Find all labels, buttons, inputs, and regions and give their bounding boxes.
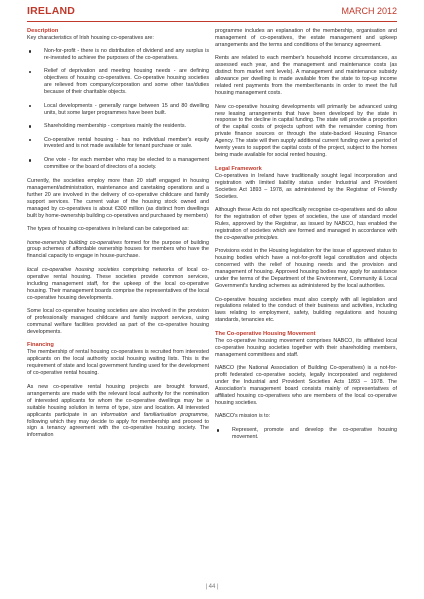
term-cooperative-principles: co-operative principles.: [223, 234, 279, 241]
paragraph-childcare: Some local co-operative housing societies are also involved in the provision of professionally managed childcare and family support services, using communal welfare facilities provided as part of the co-operative housing developments.: [27, 308, 209, 335]
paragraph-provisions: Provisions exist in the Housing legislation for the issue of approved status to housing bodies which have a not-for-profit legal constitution and objects concerned with the relief of housing needs and the provision and management of housing. Approved housing bodies may apply for assistance under the terms of the Department of the Environment, Community & Local Government's funding schemes as administered by the local authorities.: [215, 248, 397, 290]
page-number: | 44 |: [205, 584, 219, 590]
country-title: IRELAND: [27, 5, 76, 17]
list-item: Non-for-profit - there is no distribution of dividend and any surplus is re-invested to achieve the purposes of the co-operatives.: [27, 48, 209, 62]
term-home-ownership: home-ownership building co-operatives: [27, 239, 122, 246]
paragraph-nabco: NABCO (the National Association of Building Co-operatives) is a not-for-profit federated co-operative society, legally incorporated and registered under the Industrial and Provident Societies Acts 1893 – 1978. The Association's management board consists mainly of representatives of affiliated housing co-operatives who are members of the local co-operative housing societies.: [215, 365, 397, 406]
paragraph-acts: Although these Acts do not specifically recognise co-operatives and do allow for the registration of other types of societies, the use of standard model Rules, approved by the Registrar, as issued by NABCO, has enabled the registration of societies which are formed and managed in accordance with the co-operative principles.: [215, 207, 397, 241]
list-item: Represent, promote and develop the co-operative housing movement.: [215, 427, 397, 441]
list-item: Local developments - generally range between 15 and 80 dwelling units, but some larger programmes have been built.: [27, 103, 209, 117]
financing-heading: Financing: [27, 342, 54, 349]
list-item: Shareholding membership - comprises mainly the residents.: [27, 123, 209, 130]
characteristics-list: [27, 48, 209, 171]
list-item: Co-operative rental housing - has no individual member's equity invested and is not made available for tenant purchase or sale.: [27, 137, 209, 151]
term-local-societies: local co-operative housing societies: [27, 266, 119, 273]
paragraph-new-projects: As new co-operative rental housing projects are brought forward, arrangements are made with the relevant local authority for the nomination of interested applicants for whom the co-operative dwellings may be a suitable housing solution in terms of type, size and location. All interested applicants participate in an information and familiarisation programme, following which they may decide to apply for membership and proceed to sign a tenancy agreement with the co-operative housing society. The information: [27, 383, 210, 439]
issue-date: MARCH 2012: [341, 6, 397, 16]
page-header: [27, 5, 397, 22]
term-information-programme: information and familiarisation programme,: [100, 411, 210, 418]
right-column: [215, 28, 397, 448]
paragraph-new-developments: New co-operative housing developments will primarily be advanced using new leasing arrangements that have been developed by the state in response to the decline in capital funding. The state will provide a proportion of the capital costs of projects upfront with the remainder coming from private finance sources or through the state-backed Housing Finance Agency. The state will then supply additional current funding over a period of twenty years to support the capital costs of the project, subject to the homes being made available for social rented housing.: [215, 103, 397, 159]
description-heading: Description: [27, 28, 59, 34]
paragraph-mission: NABCO's mission is to:: [215, 413, 271, 420]
paragraph-home-ownership: home-ownership building co-operatives formed for the purpose of building group schemes of affordable ownership houses for members who have the financial capacity to engage in house-purchase.: [27, 239, 209, 260]
paragraph-legal: Co-operatives in Ireland have traditionally sought legal incorporation and registration with limited liability status under Industrial and Provident Societies Act 1893 – 1978, as administered by the Registrar of Friendly Societies.: [215, 172, 397, 200]
characteristics-intro: Key characteristics of Irish housing co-operatives are:: [27, 35, 154, 41]
paragraph-programme-cont: programme includes an explanation of the membership, organisation and management of co-operatives, the estate management and upkeep arrangements and the terms and conditions of the tenancy agreement.: [215, 28, 397, 48]
paragraph-rents: Rents are related to each member's household income circumstances, as assessed each year, and the management and maintenance costs (as distinct from market rent levels). A management and maintenance subsidy allowance per dwelling is made available from the state to top-up income related rent payments from the member/tenants in order to meet the full housing management costs.: [215, 55, 397, 97]
paragraph-movement: The co-operative housing movement comprises NABCO, its affiliated local co-operative housing societies together with their shareholding members, management committees and staff.: [215, 337, 397, 358]
list-item: Relief of deprivation and meeting housing needs - are defining objectives of housing co-operatives. Co-operative housing societies are relieved from company/corporation and some other tax/duties because of their charitable objects.: [27, 68, 209, 96]
paragraph-membership: The membership of rental housing co-operatives is recruited from interested applicants on the local authority social housing waiting lists. This is the requirement of state and local government funding used for the development of co-operative rental housing.: [27, 349, 209, 377]
movement-heading: The Co-operative Housing Movement: [215, 330, 316, 337]
mission-list: [215, 427, 397, 441]
list-item: One vote - for each member who may be elected to a management committee or the board of directors of a society.: [27, 157, 209, 171]
left-column: [27, 28, 209, 446]
paragraph-types: The types of housing co-operatives in Ireland can be categorised as:: [27, 226, 189, 233]
paragraph-compliance: Co-operative housing societies must also comply with all legislation and regulations related to the conduct of their business and activities, including laws relating to employment, safety, building regulations and housing standards, tenancies etc.: [215, 296, 397, 324]
paragraph-currently: Currently, the societies employ more than 20 staff engaged in housing management/administration, maintenance and caretaking operations and a further 20 are involved in the delivery of co-operative childcare and family support services. The current value of the housing stock owned and managed by co-operatives is about €300 million (as distinct from dwellings built by home-ownership building co-operatives and purchased by members): [27, 177, 209, 219]
paragraph-local-societies: local co-operative housing societies comprising networks of local co-operative rental housing. These societies provide common services, including management staff, for the upkeep of the local co-operative housing. Their management boards comprise the representatives of the local co-operative housing developments.: [27, 266, 209, 301]
legal-framework-heading: Legal Framework: [215, 165, 262, 172]
term-approved: approved: [352, 248, 375, 255]
